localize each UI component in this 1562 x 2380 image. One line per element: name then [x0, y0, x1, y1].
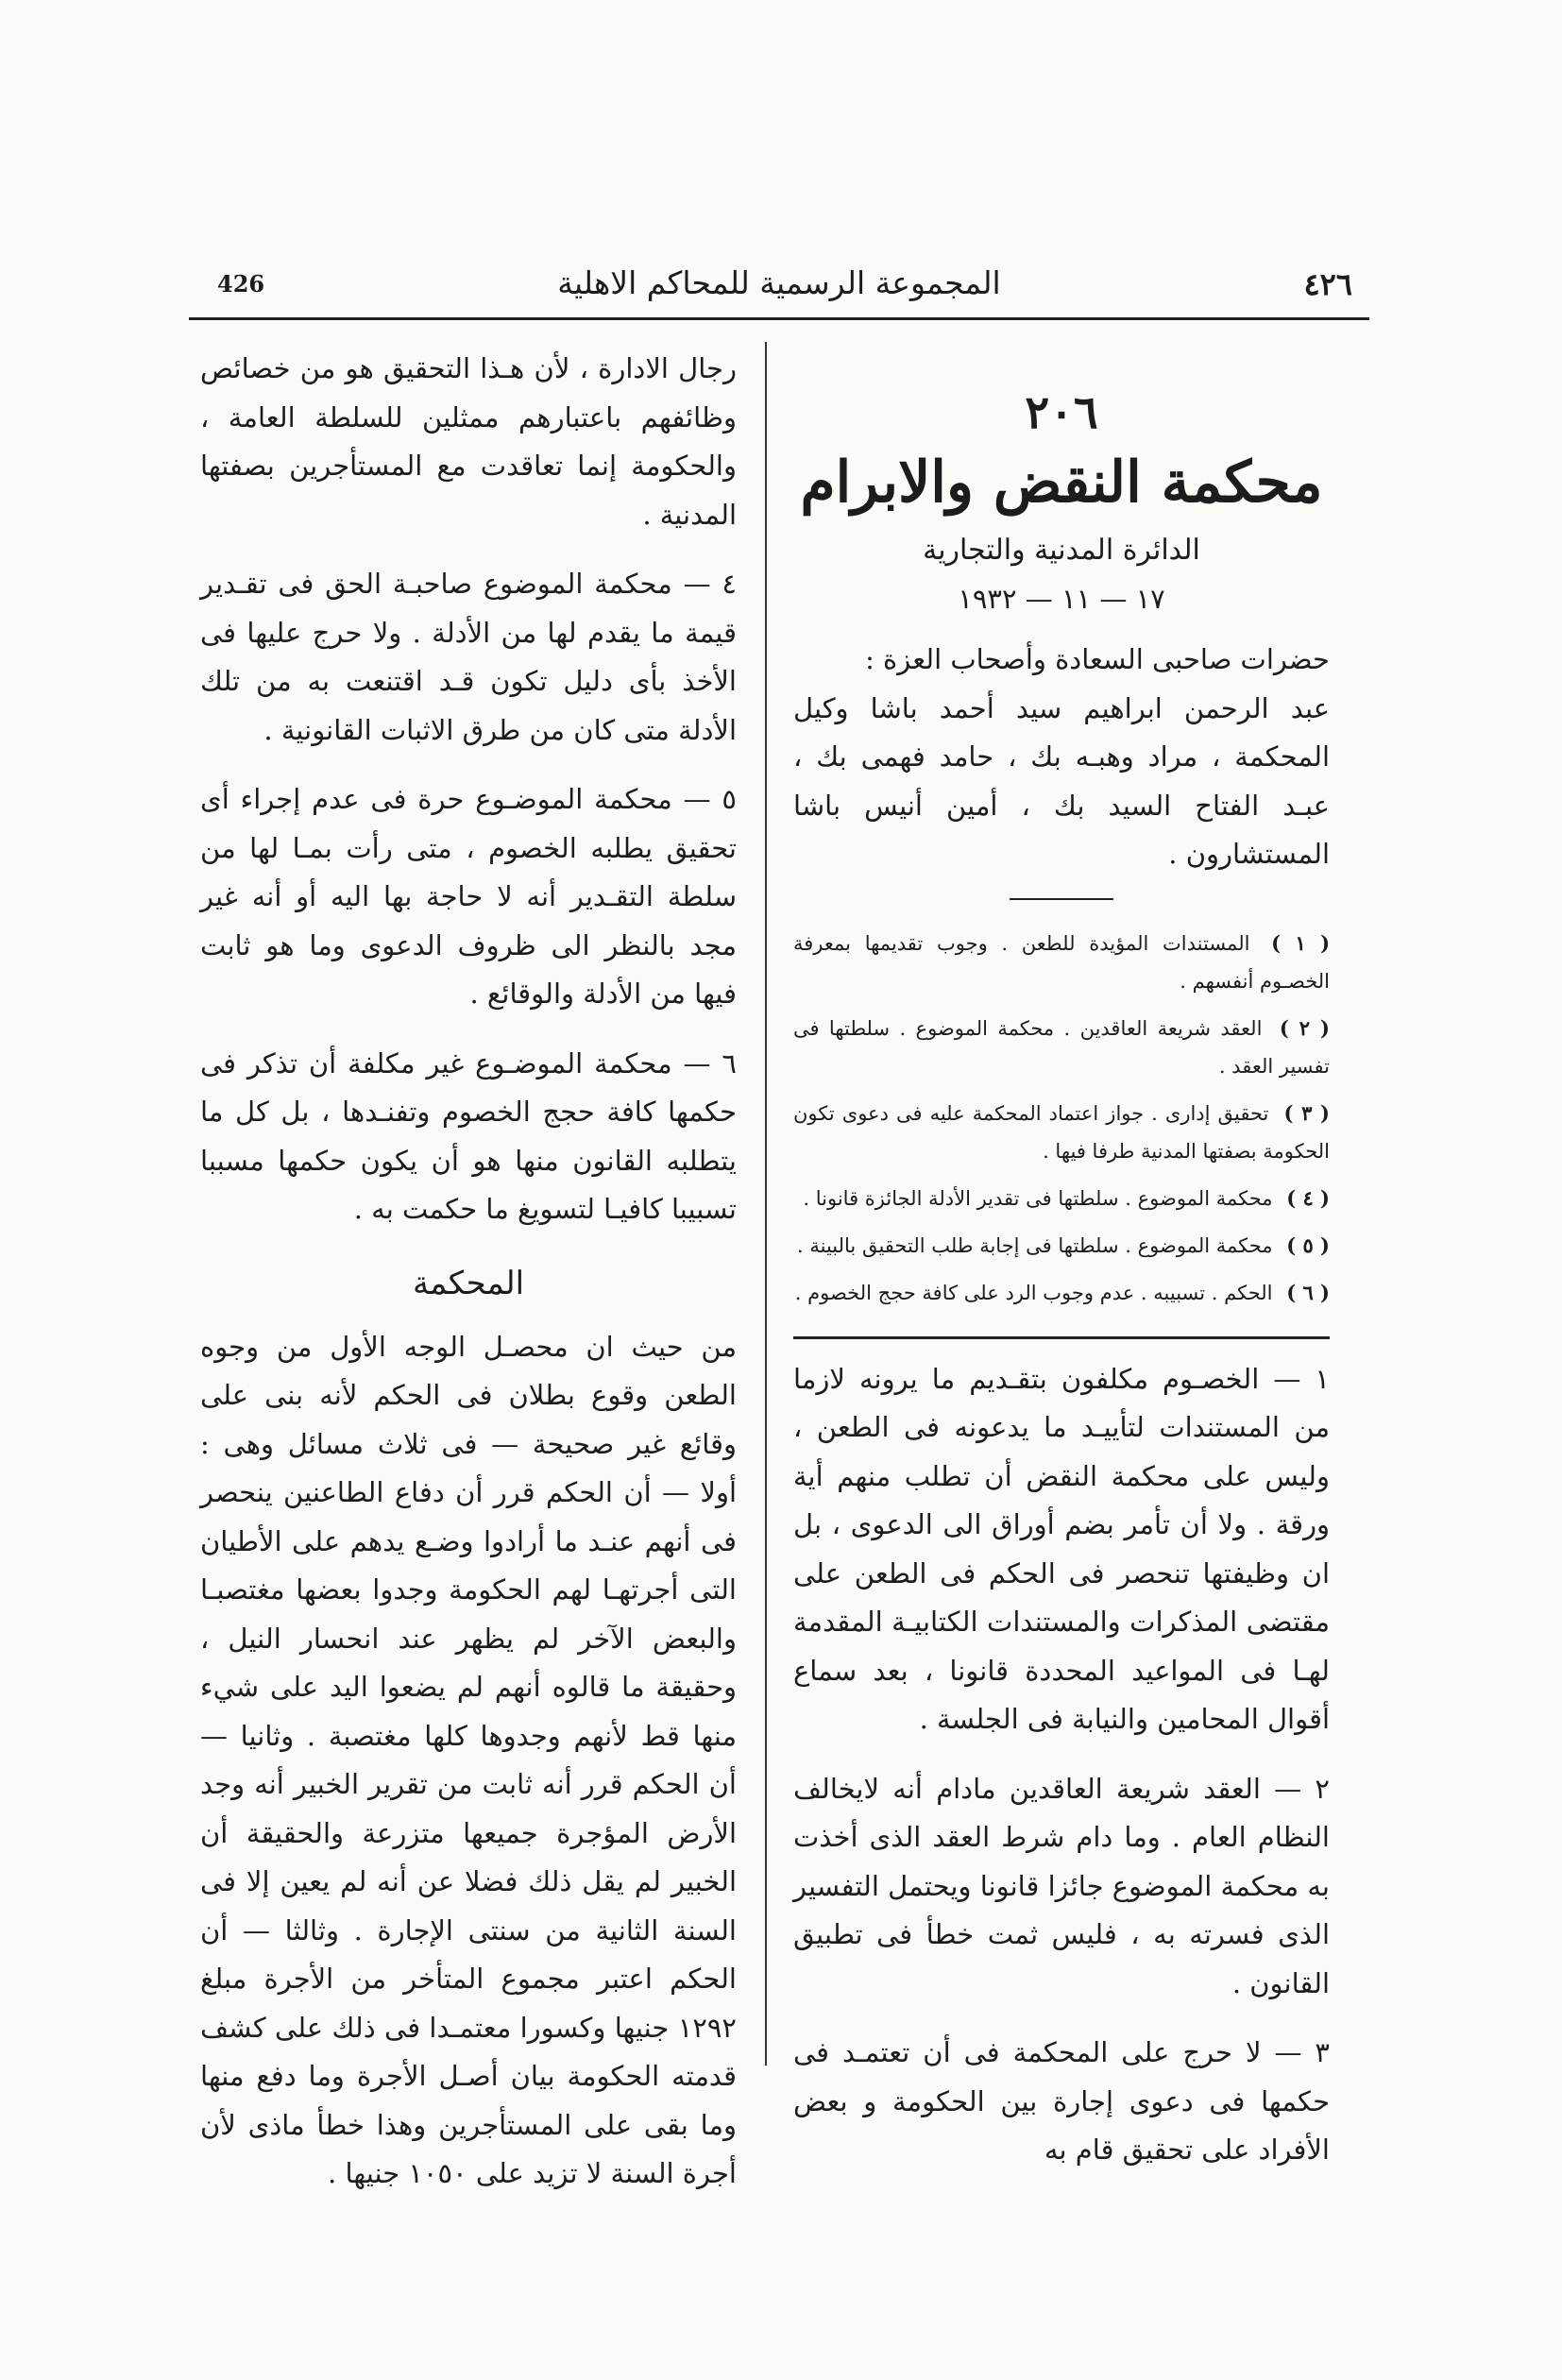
headnote-summaries — [793, 925, 1330, 1312]
summary-text: تحقيق إدارى . جواز اعتماد المحكمة عليه فى دعوى تكون الحكومة بصفتها المدنية طرفا فيها . — [793, 1101, 1330, 1163]
bench — [793, 636, 1330, 879]
principle-paragraph: ٦ — محكمة الموضـوع غير مكلفة أن تذكر فى حكمها كافة حجج الخصوم وتفنـدها ، بل كل ما يتطلبه القانون منها هو أن يكون حكمها مسببا تسبيبا كافيـا لتسويغ ما حكمت به . — [200, 1046, 737, 1225]
summary-item — [793, 925, 1330, 1000]
summary-number: ( ٦ ) — [1286, 1280, 1330, 1304]
principle-paragraph: ٤ — محكمة الموضوع صاحبـة الحق فى تقـدير قيمة ما يقدم لها من الأدلة . ولا حرج عليها فى الأخذ بأى دليل تكون قـد اقتنعت به من تلك الأدلة متى كان من طرق الاثبات القانونية . — [200, 568, 737, 746]
page-number-latin: 426 — [217, 270, 265, 298]
judgment-date: ١٧ — ١١ — ١٩٣٢ — [958, 583, 1165, 615]
case-number: ٢٠٦ — [1025, 386, 1098, 439]
principle-paragraph: رجال الادارة ، لأن هـذا التحقيق هو من خصائص وظائفهم باعتبارهم ممثلين للسلطة العامة ، والحكومة إنما تعاقدت مع المستأجرين بصفتها المدنية . — [200, 352, 737, 531]
bench-intro: حضرات صاحبى السعادة وأصحاب العزة : — [865, 643, 1330, 675]
section-heading: المحكمة — [412, 1264, 525, 1302]
judgment-body: من حيث ان محصـل الوجه الأول من وجوه الطعن وقوع بطلان فى الحكم لأنه بنى على وقائع غير صحيحة — فى ثلاث مسائل وهى : أولا — أن الحكم قرر أن دفاع الطاعنين ينحصر فى أنهم عنـد ما أرادوا وضـع يدهم على الأطيان التى أجرتهـا لهم الحكومة وجدوا بعضها مغتصبـا والبعض الآخر لم يظهر عند انحسار النيل ، وحقيقة ما قالوه أنهم لم يضعوا اليد على شيء منها قط لأنهم وجدوها كلها مغتصبة . وثانيا — أن الحكم قرر أنه ثابت من تقرير الخبير أنه وجد الأرض المؤجرة جميعها متزرعة والحقيقة أن الخبير لم يقل ذلك فضلا عن أنه لم يعين إلا فى السنة الثانية من سنتى الإجارة . وثالثا — أن الحكم اعتبر مجموع المتأخر من الأجرة مبلغ ١٢٩٢ جنيها وكسورا معتمـدا فى ذلك على كشف قدمته الحكومة بيان أصـل الأجرة وما دفع منها وما بقى على المستأجرين وهذا خطأ ماذى لأن أجرة السنة لا تزيد على ١٠٥٠ جنيها . — [200, 1330, 737, 2189]
separator-rule — [1010, 898, 1113, 900]
principle-paragraph: ٥ — محكمة الموضـوع حرة فى عدم إجراء أى تحقيق يطلبه الخصوم ، متى رأت بمـا لها من سلطة التقـدير أنه لا حاجة بها اليه أو أنه غير مجد بالنظر الى ظروف الدعوى وما هو ثابت فيها من الأدلة والوقائع . — [200, 783, 737, 1010]
summary-text: الحكم . تسبيبه . عدم وجوب الرد على كافة حجج الخصوم . — [794, 1281, 1273, 1304]
left-column — [200, 345, 737, 2219]
page-number-arabic: ٤٢٦ — [1303, 266, 1352, 302]
summary-item — [793, 1010, 1330, 1085]
summary-number: ( ٣ ) — [1283, 1100, 1330, 1125]
bench-names: عبد الرحمن ابراهيم سيد أحمد باشا وكيل المحكمة ، مراد وهبـه بك ، حامد فهمى بك ، عبـد الفتاح السيد بك ، أمين أنيس باشا المستشارون . — [793, 691, 1330, 870]
principle-paragraph: ٣ — لا حرج على المحكمة فى أن تعتمـد فى حكمها فى دعوى إجارة بين الحكومة و بعض الأفراد على تحقيق قام به — [793, 2036, 1330, 2166]
summary-text: محكمة الموضوع . سلطتها فى إجابة طلب التحقيق بالبينة . — [797, 1233, 1273, 1257]
running-header — [189, 263, 1369, 319]
right-column — [793, 345, 1330, 2196]
summary-item — [793, 1180, 1330, 1217]
journal-title: المجموعة الرسمية للمحاكم الاهلية — [557, 264, 1001, 301]
summary-number: ( ٢ ) — [1279, 1015, 1330, 1040]
summary-text: العقد شريعة العاقدين . محكمة الموضوع . سلطتها فى تفسير العقد . — [793, 1016, 1330, 1078]
summary-number: ( ٤ ) — [1286, 1185, 1330, 1210]
header-rule — [189, 317, 1369, 320]
summary-item — [793, 1095, 1330, 1170]
summary-number: ( ٥ ) — [1286, 1232, 1330, 1257]
chamber-name: الدائرة المدنية والتجارية — [923, 534, 1200, 567]
principle-paragraph: ١ — الخصـوم مكلفون بتقـديم ما يرونه لازما من المستندات لتأييـد ما يدعونه فى الطعن ، وليس على محكمة النقض أن تطلب منهم أية ورقة . ولا أن تأمر بضم أوراق الى الدعوى ، بل ان وظيفتها تنحصر فى الحكم فى الطعن على مقتضى المذكرات والمستندات الكتابيـة المقدمة لهـا فى المواعيد المحددة قانونا ، بعد سماع أقوال المحامين والنيابة فى الجلسة . — [793, 1362, 1330, 1735]
principle-paragraph: ٢ — العقد شريعة العاقدين مادام أنه لايخالف النظام العام . وما دام شرط العقد الذى أخذت به محكمة الموضوع جائزا قانونا ويحتمل التفسير الذى فسرته به ، فليس ثمت خطأ فى تطبيق القانون . — [793, 1772, 1330, 1999]
court-name: محكمة النقض والابرام — [800, 450, 1323, 516]
summary-number: ( ١ ) — [1271, 930, 1331, 955]
summary-item — [793, 1227, 1330, 1265]
section-rule — [793, 1321, 1330, 1355]
summary-text: محكمة الموضوع . سلطتها فى تقدير الأدلة الجائزة قانونا . — [803, 1186, 1273, 1210]
summary-item — [793, 1274, 1330, 1312]
summary-text: المستندات المؤيدة للطعن . وجوب تقديمها بمعرفة الخصـوم أنفسهم . — [793, 931, 1330, 993]
column-divider — [765, 342, 767, 2066]
